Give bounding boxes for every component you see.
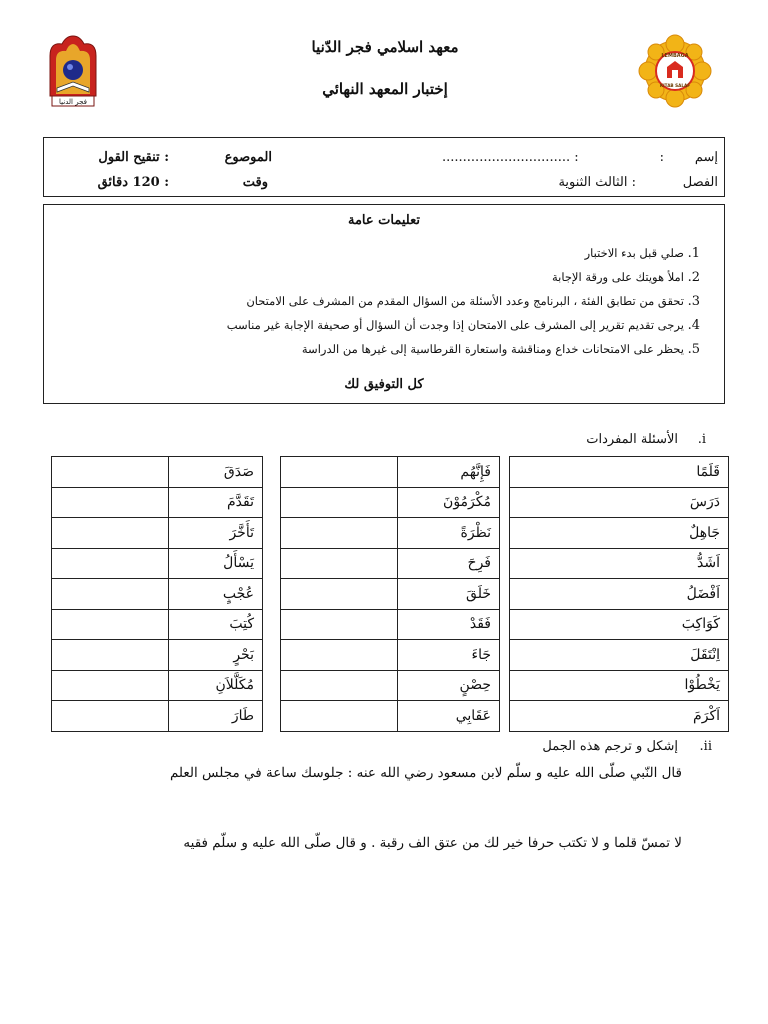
table-row (52, 548, 263, 579)
name-colon: : (659, 150, 664, 165)
answer-cell[interactable] (281, 548, 398, 579)
answer-cell[interactable] (52, 487, 169, 518)
table-row (52, 640, 263, 671)
answer-cell[interactable] (52, 518, 169, 549)
vocab-word: عُجْبٍ (169, 579, 263, 610)
section-1-marker: i. (697, 432, 706, 447)
time-label: وقت (242, 175, 268, 190)
vocab-word: قَلَمًا (510, 457, 729, 488)
vocab-word: اَشَدُّ (510, 548, 729, 579)
instructions-closing: كل التوفيق لك (344, 377, 424, 392)
answer-cell[interactable] (281, 640, 398, 671)
answer-cell[interactable] (281, 579, 398, 610)
vocab-word: جَاهِلٌ (510, 518, 729, 549)
vocab-word: مُكَلَّلاَنِ (169, 670, 263, 701)
instruction-item: 5. يحظر على الامتحانات خداع ومناقشة واستعارة القرطاسية إلى غيرها من الدراسة (301, 342, 700, 357)
table-row (281, 548, 500, 579)
time-value: : 120 دقائق (97, 175, 169, 190)
institute-logo-right (638, 34, 712, 108)
answer-cell[interactable] (52, 457, 169, 488)
vocab-word: خَلَقَ (398, 579, 500, 610)
answer-cell[interactable] (52, 670, 169, 701)
instruction-item: 2. املأ هويتك على ورقة الإجابة (551, 270, 700, 285)
vocab-table-3 (51, 456, 263, 732)
section-1-heading: الأسئلة المفردات (586, 432, 678, 447)
vocab-word: يَسْأَلُ (169, 548, 263, 579)
table-row (281, 609, 500, 640)
vocab-word: كَوَاكِبَ (510, 609, 729, 640)
table-row (510, 457, 729, 488)
table-row (510, 609, 729, 640)
table-row (510, 640, 729, 671)
table-row (52, 701, 263, 732)
instruction-item: 4. يرجى تقديم تقرير إلى المشرف على الامتحان إذا وجدت أن السؤال أو صحيفة الإجابة غير مناسب (226, 318, 700, 333)
vocab-word: عَقَابِي (398, 701, 500, 732)
table-row (510, 670, 729, 701)
class-value: : الثالث الثنوية (558, 175, 636, 190)
table-row (52, 609, 263, 640)
left-logo-caption: فجر الدنيا (59, 98, 87, 106)
table-row (52, 487, 263, 518)
table-row (510, 579, 729, 610)
exam-title: إختبار المعهد النهائي (322, 80, 448, 98)
subject-label: الموصوع (224, 150, 272, 165)
sentence-2: لا تمسّ قلما و لا تكتب حرفا خير لك من عتق الف رقبة . و قال صلّى الله عليه و سلّم فقيه (183, 835, 682, 851)
name-field[interactable]: ............................... : (442, 150, 579, 165)
table-row (510, 701, 729, 732)
vocab-word: دَرَسَ (510, 487, 729, 518)
table-row (281, 518, 500, 549)
vocab-word: تَأَخَّرَ (169, 518, 263, 549)
table-row (281, 457, 500, 488)
vocab-word: نَظْرَةً (398, 518, 500, 549)
student-info-box (43, 137, 725, 197)
answer-cell[interactable] (281, 487, 398, 518)
table-row (510, 487, 729, 518)
answer-cell[interactable] (52, 640, 169, 671)
table-row (52, 518, 263, 549)
vocab-word: فَإِنَّهُم (398, 457, 500, 488)
sentence-1: قال النّبي صلّى الله عليه و سلّم لابن مسعود رضي الله عنه : جلوسك ساعة في مجلس العلم (169, 765, 682, 781)
section-2-marker: ii. (699, 739, 712, 754)
answer-cell[interactable] (52, 579, 169, 610)
vocab-word: بَحْرٍ (169, 640, 263, 671)
instruction-item: 1. صلي قبل بدء الاختبار (584, 246, 700, 261)
vocab-word: جَاءَ (398, 640, 500, 671)
vocab-word: فَقَدْ (398, 609, 500, 640)
vocab-word: فَرِحَ (398, 548, 500, 579)
table-row (281, 701, 500, 732)
institute-name: معهد اسلامي فجر الدّنيا (311, 38, 459, 56)
table-row (281, 640, 500, 671)
vocab-word: مُكْرَمُوْنَ (398, 487, 500, 518)
vocab-word: اَفْضَلُ (510, 579, 729, 610)
vocab-word: حِصْنٍ (398, 670, 500, 701)
vocab-word: اَكْرَمَ (510, 701, 729, 732)
instruction-item: 3. تحقق من تطابق الفئة ، البرنامج وعدد الأسئلة من السؤال المقدم من المشرف على الامتحان (246, 294, 700, 309)
answer-cell[interactable] (281, 670, 398, 701)
table-row (510, 548, 729, 579)
table-row (52, 579, 263, 610)
answer-cell[interactable] (281, 518, 398, 549)
answer-cell[interactable] (281, 457, 398, 488)
right-logo-bottom-text: KITAB SALAF (659, 83, 691, 88)
table-row (510, 518, 729, 549)
answer-cell[interactable] (52, 548, 169, 579)
vocab-word: كُتِبَ (169, 609, 263, 640)
table-row (52, 670, 263, 701)
section-2-heading: إشكل و ترجم هذه الجمل (542, 739, 678, 754)
instructions-box (43, 204, 725, 404)
right-logo-top-text: LEMBAGA (661, 53, 689, 59)
vocab-table-2 (280, 456, 500, 732)
institute-logo-left (44, 34, 102, 108)
table-row (281, 487, 500, 518)
answer-cell[interactable] (52, 701, 169, 732)
vocab-word: يَخْطُوْا (510, 670, 729, 701)
table-row (52, 457, 263, 488)
answer-cell[interactable] (281, 701, 398, 732)
instructions-title: تعليمات عامة (347, 213, 420, 228)
vocab-table-1 (509, 456, 729, 732)
answer-cell[interactable] (52, 609, 169, 640)
table-row (281, 579, 500, 610)
answer-cell[interactable] (281, 609, 398, 640)
subject-value: : تنقيح القول (98, 150, 169, 165)
vocab-word: اِنْتَقَلَ (510, 640, 729, 671)
table-row (281, 670, 500, 701)
vocab-word: طَارَ (169, 701, 263, 732)
name-label: إسم (694, 150, 718, 165)
vocab-word: تَقَدَّمَ (169, 487, 263, 518)
class-label: الفصل (682, 175, 718, 190)
vocab-word: صَدَقَ (169, 457, 263, 488)
